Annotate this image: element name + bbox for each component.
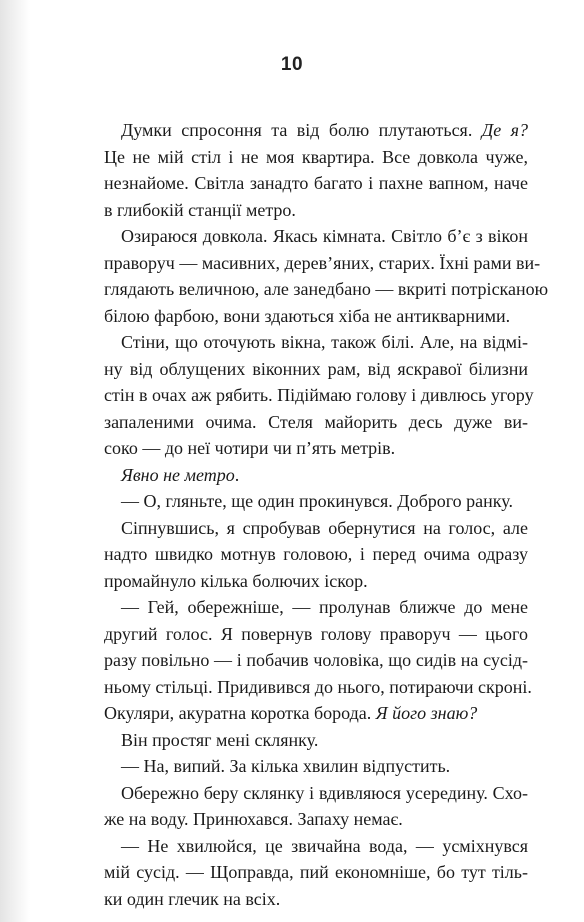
italic-text: Я його знаю?: [375, 703, 478, 723]
body-text: [104, 117, 549, 912]
text-line: [104, 170, 528, 197]
text-run: Він простяг мені склянку.: [121, 729, 319, 750]
text-run: — Гей, обережніше, — пролунав ближче до мене: [121, 597, 528, 617]
text-line: [104, 303, 528, 330]
text-line: [104, 515, 528, 542]
text-line: [104, 568, 528, 595]
chapter-number: 10: [280, 54, 304, 75]
text-line: [104, 886, 528, 913]
text-line: [104, 541, 528, 568]
text-line: [104, 621, 528, 648]
text-run: мій сусід. — Щоправда, пий економніше, бо тут тіль-: [104, 862, 528, 882]
text-run: надто швидко мотнув головою, і перед очима одразу: [104, 544, 528, 564]
text-run: незнайоме. Світла занадто багато і пахне вапном, наче: [104, 173, 528, 193]
text-run: промайнуло кілька болючих іскор.: [104, 570, 368, 591]
page-gutter-shadow: [0, 0, 30, 922]
text-run: — О, гляньте, ще один прокинувся. Доброго ранку.: [121, 491, 513, 511]
text-run: ну від облущених віконних рам, від яскравої білизни: [104, 358, 528, 379]
text-line: [104, 674, 532, 701]
text-line: [104, 382, 534, 409]
text-line: [104, 435, 528, 462]
text-run: соко — до неї чотири чи п’ять метрів.: [104, 438, 396, 458]
text-line: [104, 488, 528, 515]
text-run: — Не хвилюйся, це звичайна вода, — усміхнувся: [121, 835, 528, 856]
text-line: [104, 276, 549, 303]
text-run: же на воду. Принюхався. Запаху немає.: [104, 809, 403, 829]
text-run: запаленими очима. Стеля майорить десь дуже ви-: [104, 411, 528, 432]
text-run: праворуч — масивних, дерев’яних, старих. Їхні рами ви-: [104, 252, 541, 273]
text-line: [104, 727, 528, 754]
text-line: [104, 753, 528, 780]
text-run: Стіни, що оточують вікна, також білі. Але, на відмі-: [121, 332, 528, 352]
text-line: [104, 806, 528, 833]
text-line: [104, 197, 528, 224]
text-run: Думки спросоння та від болю плутаються.: [121, 120, 482, 140]
text-line: [104, 250, 541, 277]
text-line: [104, 780, 528, 807]
text-line: [104, 859, 528, 886]
italic-text: Де я?: [481, 120, 528, 140]
text-line: [104, 594, 528, 621]
text-run: — На, випий. За кілька хвилин відпустить.: [121, 756, 451, 776]
text-run: разу повільно — і побачив чоловіка, що сидів на сусід-: [104, 650, 528, 670]
text-run: Обережно беру склянку і вдивляюся усередину. Схо-: [121, 782, 528, 803]
text-line: [104, 833, 528, 860]
text-run: Окуляри, акуратна коротка борода.: [104, 703, 376, 723]
text-line: [104, 144, 528, 171]
text-run: в глибокій станції метро.: [104, 199, 296, 220]
text-run: глядають величною, але занедбано — вкриті потрісканою: [104, 279, 549, 299]
text-line: [104, 647, 528, 674]
text-run: Сіпнувшись, я спробував обернутися на голос, але: [121, 517, 528, 538]
text-line: [104, 409, 528, 436]
text-run: ньому стільці. Придивився до нього, потираючи скроні.: [104, 676, 532, 697]
text-run: другий голос. Я повернув голову праворуч — цього: [104, 623, 528, 644]
text-run: стін в очах аж рябить. Підіймаю голову і дивлюсь угору: [104, 385, 534, 405]
text-run: .: [234, 464, 240, 485]
italic-text: Явно не метро: [121, 464, 235, 485]
text-run: Озираюся довкола. Якась кімната. Світло б’є з вікон: [121, 226, 528, 246]
text-run: білою фарбою, вони здаються хіба не антикварними.: [104, 305, 511, 326]
text-line: [104, 356, 528, 383]
text-line: [104, 700, 528, 727]
text-line: [104, 117, 528, 144]
text-line: [104, 462, 528, 489]
text-line: [104, 329, 528, 356]
text-run: ки один глечик на всіх.: [104, 888, 281, 909]
text-line: [104, 223, 528, 250]
text-run: Це не мій стіл і не моя квартира. Все довкола чуже,: [104, 146, 528, 167]
